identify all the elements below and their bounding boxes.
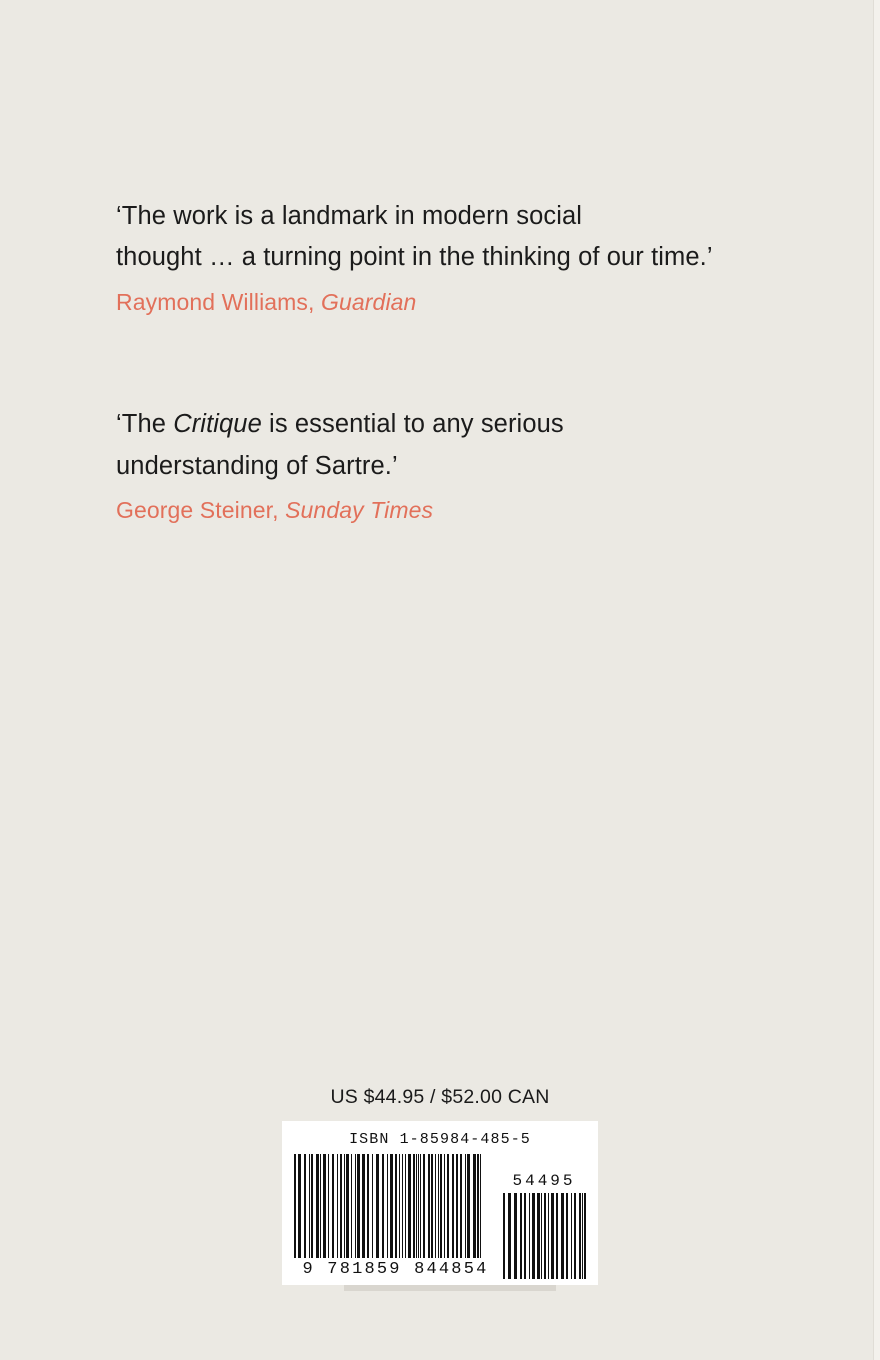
isbn-text: ISBN 1-85984-485-5 — [349, 1131, 531, 1148]
cover-footer — [0, 1086, 880, 1285]
quote-2-attribution-name: George Steiner, — [116, 496, 286, 523]
quote-2-line-1-post: is essential to any serious — [261, 410, 564, 439]
quote-2-line-1-italic: Critique — [173, 410, 262, 439]
barcode-bars-row — [282, 1154, 598, 1279]
barcode-shadow — [344, 1285, 556, 1291]
ean5-digits: 54495 — [512, 1172, 576, 1190]
quote-1-line-2: thought … a turning point in the thinking of our time.’ — [116, 243, 713, 272]
quote-1-attribution-name: Raymond Williams, — [116, 288, 322, 315]
barcode-block — [282, 1121, 598, 1285]
quote-1-attribution-source: Guardian — [321, 288, 417, 315]
ean13-bars — [294, 1154, 483, 1258]
quote-1-line-1: ‘The work is a landmark in modern social — [116, 202, 583, 230]
price-text: US $44.95 / $52.00 CAN — [330, 1086, 550, 1108]
quote-2-line-2: understanding of Sartre.’ — [116, 451, 398, 480]
review-quotes — [116, 196, 776, 528]
quote-text-2 — [116, 404, 776, 487]
quote-block-1 — [116, 196, 776, 320]
quote-block-2 — [116, 404, 776, 528]
quote-attribution-1 — [116, 285, 776, 321]
ean5-addon-group — [503, 1172, 586, 1279]
quote-text-1 — [116, 196, 776, 279]
ean13-digits: 9 781859 844854 — [302, 1260, 489, 1279]
ean5-bars — [503, 1193, 586, 1279]
ean13-group — [294, 1154, 488, 1279]
quote-2-attribution-source: Sunday Times — [285, 496, 434, 523]
quote-attribution-2 — [116, 493, 776, 529]
quote-2-line-1-pre: ‘The — [116, 410, 174, 439]
